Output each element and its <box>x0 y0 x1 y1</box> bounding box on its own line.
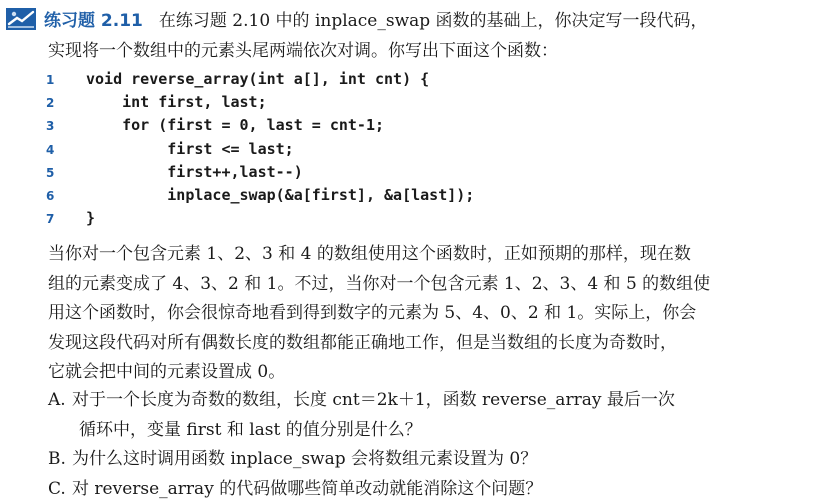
line-number: 6 <box>46 188 55 203</box>
code-listing <box>46 68 474 230</box>
code-text: for (first = 0, last = cnt-1; <box>86 116 385 135</box>
exercise-title: 练习题 2.11 <box>44 11 143 31</box>
question-a-label: A. <box>48 390 66 410</box>
description-paragraph <box>48 240 808 388</box>
paragraph-line: 它就会把中间的元素设置成 0。 <box>48 362 286 382</box>
question-a-text-2: 循环中，变量 first 和 last 的值分别是什么？ <box>79 419 422 440</box>
question-a <box>48 386 808 416</box>
exercise-intro-line-2 <box>6 36 811 66</box>
code-line <box>46 138 474 161</box>
question-c-text: 对 reverse_array 的代码做哪些简单改动就能消除这个问题？ <box>72 478 543 499</box>
exercise-intro-2: 实现将一个数组中的元素头尾两端依次对调。你写出下面这个函数： <box>48 41 558 61</box>
line-number: 5 <box>46 165 55 180</box>
exercise-header <box>6 6 811 66</box>
question-a-continuation <box>48 416 808 446</box>
code-line <box>46 91 474 114</box>
question-b-text: 为什么这时调用函数 inplace_swap 会将数组元素设置为 0？ <box>72 449 538 469</box>
code-line <box>46 161 474 184</box>
exercise-title-line <box>6 6 811 36</box>
line-number: 7 <box>46 212 55 227</box>
code-line <box>46 207 474 230</box>
question-b <box>48 445 808 475</box>
code-text: void reverse_array(int a[], int cnt) { <box>86 70 430 88</box>
code-line <box>46 114 474 137</box>
code-text: int first, last; <box>86 93 267 112</box>
question-c <box>48 475 808 504</box>
question-b-label: B. <box>48 449 66 469</box>
paragraph-line: 用这个函数时，你会很惊奇地看到得到数字的元素为 5、4、0、2 和 1。实际上，你会 <box>48 303 697 323</box>
exercise-intro-1: 在练习题 2.10 中的 inplace_swap 函数的基础上，你决定写一段代码， <box>158 11 708 31</box>
paragraph-line: 发现这段代码对所有偶数长度的数组都能正确地工作，但是当数组的长度为奇数时， <box>48 332 677 353</box>
code-text: inplace_swap(&a[first], &a[last]); <box>86 185 475 204</box>
code-text: first <= last; <box>86 139 294 158</box>
question-list <box>48 386 808 504</box>
question-c-label: C. <box>48 478 66 499</box>
line-number: 2 <box>46 96 55 111</box>
code-line <box>46 184 474 207</box>
paragraph-line: 当你对一个包含元素 1、2、3 和 4 的数组使用这个函数时，正如预期的那样，现在数 <box>48 244 691 264</box>
code-text: first++,last--) <box>86 162 303 181</box>
question-a-text-1: 对于一个长度为奇数的数组，长度 cnt＝2k＋1，函数 reverse_array 最后一次 <box>72 390 675 410</box>
line-number: 1 <box>46 73 55 87</box>
line-number: 4 <box>46 142 55 157</box>
paragraph-line: 组的元素变成了 4、3、2 和 1。不过，当你对一个包含元素 1、2、3、4 和 5 的数组使 <box>48 273 711 294</box>
code-text: } <box>86 209 96 228</box>
pencil-exercise-icon <box>6 8 36 30</box>
code-line <box>46 68 474 91</box>
line-number: 3 <box>46 119 55 134</box>
